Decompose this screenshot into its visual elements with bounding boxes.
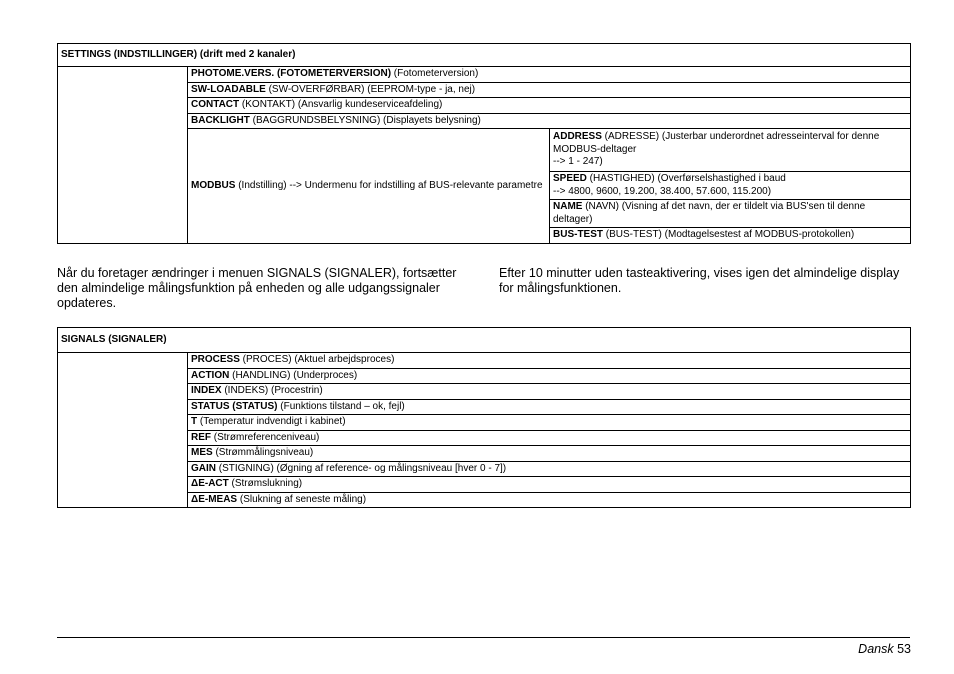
- row-desc: (Fotometerversion): [391, 68, 479, 79]
- signals-table-title: SIGNALS (SIGNALER): [58, 328, 911, 353]
- row-key: SW-LOADABLE: [191, 83, 266, 95]
- modbus-subrow-address: [550, 129, 911, 172]
- footer-divider: [57, 637, 910, 638]
- signals-table: [57, 327, 911, 508]
- settings-table: [57, 43, 911, 244]
- settings-row-backlight: [188, 113, 911, 129]
- row-desc: (Strømreferenceniveau): [211, 431, 320, 443]
- blank-cell: [58, 67, 188, 244]
- row-key: CONTACT: [191, 99, 240, 110]
- row-key: PROCESS: [191, 354, 240, 365]
- row-desc-line2: --> 1 - 247): [553, 156, 603, 168]
- signals-row-t: [188, 415, 911, 431]
- signals-row-index: [188, 384, 911, 400]
- signals-row-action: [188, 368, 911, 384]
- row-desc: (ADRESSE) (Justerbar underordnet adresseinterval for denne MODBUS-deltager: [553, 131, 880, 155]
- settings-row-contact: [188, 98, 911, 114]
- row-key: MES: [191, 447, 213, 458]
- row-key: PHOTOME.VERS. (FOTOMETERVERSION): [191, 68, 392, 79]
- modbus-subrow-speed: [550, 172, 911, 200]
- signals-row-de-act: [188, 477, 911, 493]
- row-key: BACKLIGHT: [191, 114, 250, 126]
- settings-table-title: SETTINGS (INDSTILLINGER) (drift med 2 kanaler): [58, 44, 911, 67]
- table-row: [58, 67, 911, 83]
- row-key: T: [191, 416, 198, 427]
- row-desc: (Slukning af seneste måling): [237, 493, 367, 505]
- row-key: MODBUS: [191, 179, 236, 191]
- signals-row-ref: [188, 430, 911, 446]
- signals-table-header-row: [58, 328, 911, 353]
- settings-row-sw-loadable: [188, 82, 911, 98]
- page-number: 53: [897, 642, 911, 656]
- row-desc: (BUS-TEST) (Modtagelsestest af MODBUS-protokollen): [603, 229, 855, 240]
- row-key: STATUS (STATUS): [191, 400, 278, 412]
- paragraph-right: Efter 10 minutter uden tasteaktivering, vises igen det almindelige display for målingsfunktionen.: [499, 266, 900, 295]
- row-key: NAME: [553, 201, 583, 212]
- row-desc: (BAGGRUNDSBELYSNING) (Displayets belysning): [249, 114, 481, 126]
- row-key: BUS-TEST: [553, 229, 603, 240]
- row-desc: (Strømslukning): [228, 478, 303, 489]
- row-desc: (STIGNING) (Øgning af reference- og målingsniveau [hver 0 - 7]): [216, 462, 507, 474]
- row-desc: (KONTAKT) (Ansvarlig kundeserviceafdeling): [239, 99, 443, 110]
- modbus-subrow-bus-test: [550, 228, 911, 244]
- modbus-subrow-name: [550, 200, 911, 228]
- page-footer: [858, 642, 911, 656]
- table-row: [58, 353, 911, 369]
- row-desc: (SW-OVERFØRBAR) (EEPROM-type - ja, nej): [265, 83, 476, 95]
- row-desc-line2: --> 4800, 9600, 19.200, 38.400, 57.600, 115.200): [553, 185, 772, 197]
- signals-row-process: [188, 353, 911, 369]
- row-key: ΔE-MEAS: [191, 493, 238, 505]
- row-key: SPEED: [553, 173, 587, 184]
- footer-language: Dansk: [858, 642, 894, 656]
- row-desc: (Strømmålingsniveau): [212, 447, 314, 458]
- row-desc: (PROCES) (Aktuel arbejdsproces): [239, 354, 395, 365]
- paragraph-left: Når du foretager ændringer i menuen SIGNALS (SIGNALER), fortsætter den almindelige målingsfunktion på enheden og alle udgangssignaler opdateres.: [57, 266, 457, 310]
- signals-row-de-meas: [188, 492, 911, 508]
- signals-row-mes: [188, 446, 911, 462]
- row-desc: (Indstilling) --> Undermenu for indstilling af BUS-relevante parametre: [235, 179, 543, 191]
- settings-row-photometer: [188, 67, 911, 83]
- row-key: ACTION: [191, 369, 230, 381]
- row-key: GAIN: [191, 462, 216, 474]
- row-desc: (HASTIGHED) (Overførselshastighed i baud: [586, 173, 786, 184]
- row-key: INDEX: [191, 385, 222, 396]
- row-desc: (Temperatur indvendigt i kabinet): [197, 416, 346, 427]
- row-desc: (HANDLING) (Underproces): [229, 369, 358, 381]
- settings-table-header-row: [58, 44, 911, 67]
- signals-row-gain: [188, 461, 911, 477]
- settings-row-modbus: [188, 129, 550, 244]
- signals-row-status: [188, 399, 911, 415]
- row-desc: (INDEKS) (Procestrin): [221, 385, 323, 396]
- blank-cell: [58, 353, 188, 508]
- row-desc: (Funktions tilstand – ok, fejl): [277, 400, 405, 412]
- row-key: ΔE-ACT: [191, 478, 229, 489]
- row-desc: (NAVN) (Visning af det navn, der er tildelt via BUS'sen til denne deltager): [553, 201, 866, 225]
- row-key: ADDRESS: [553, 131, 602, 143]
- row-key: REF: [191, 431, 211, 443]
